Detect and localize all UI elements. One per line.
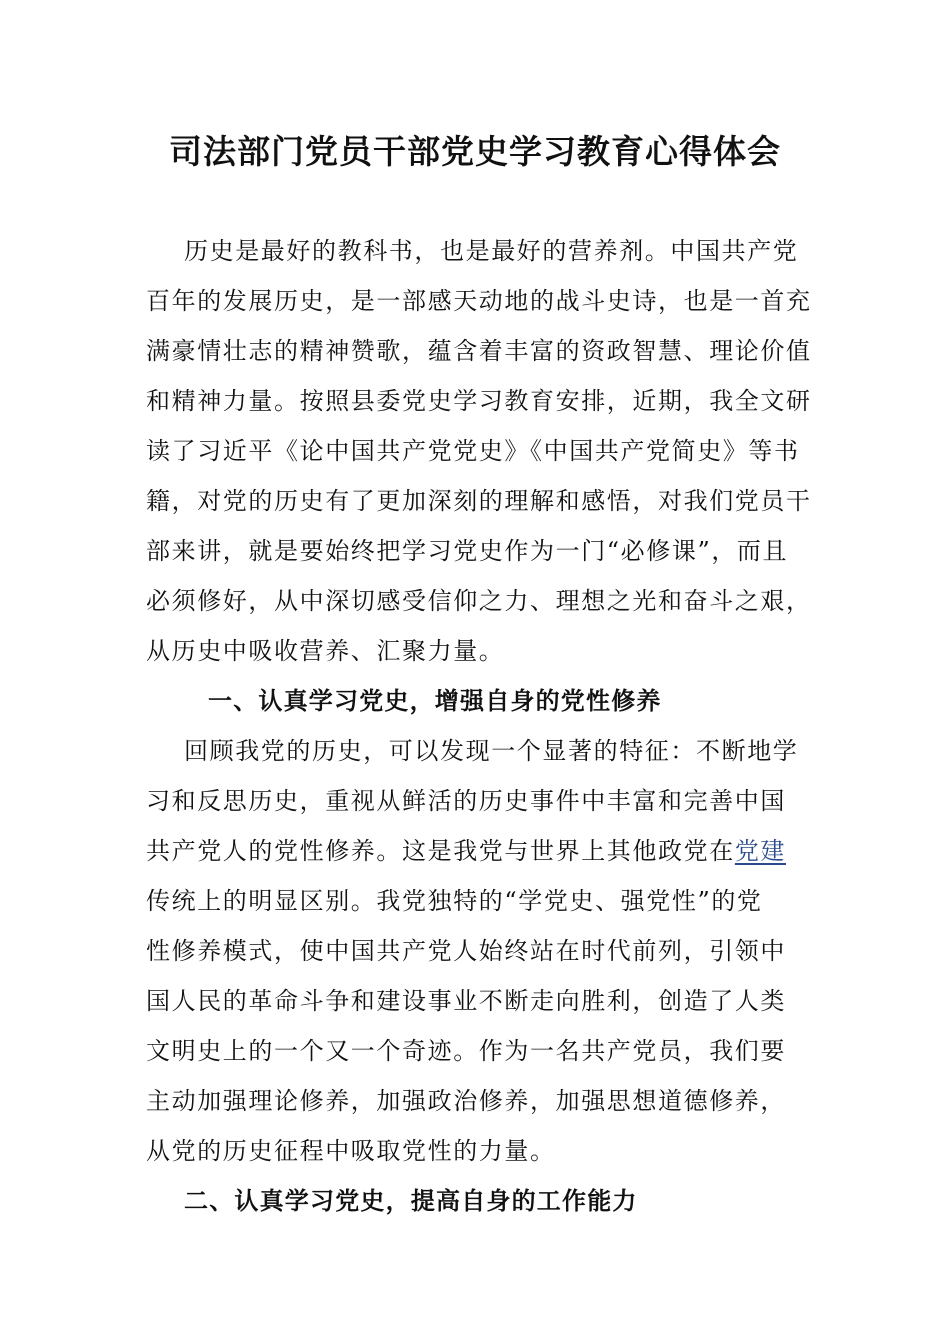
section1-line-1: 回顾我党的历史，可以发现一个显著的特征：不断地学 <box>184 737 799 765</box>
section1-line-5: 性修养模式，使中国共产党人始终站在时代前列，引领中 <box>146 937 786 965</box>
intro-line-5: 读了习近平《论中国共产党党史》《中国共产党简史》等书 <box>146 437 800 465</box>
intro-line-7: 部来讲，就是要始终把学习党史作为一门“必修课”，而且 <box>146 537 789 565</box>
section1-line-8: 主动加强理论修养，加强政治修养，加强思想道德修养， <box>146 1087 786 1115</box>
intro-line-8: 必须修好，从中深切感受信仰之力、理想之光和奋斗之艰， <box>146 587 812 615</box>
section2-heading: 二、认真学习党史，提高自身的工作能力 <box>184 1187 638 1215</box>
section1-line-2: 习和反思历史，重视从鲜活的历史事件中丰富和完善中国 <box>146 787 786 815</box>
intro-line-2: 百年的发展历史，是一部感天动地的战斗史诗，也是一首充 <box>146 287 812 315</box>
document-title: 司法部门党员干部党史学习教育心得体会 <box>169 132 781 171</box>
section1-heading: 一、认真学习党史，增强自身的党性修养 <box>208 687 662 715</box>
section1-line-3-text: 共产党人的党性修养。这是我党与世界上其他政党在 <box>146 837 735 865</box>
intro-line-1: 历史是最好的教科书，也是最好的营养剂。中国共产党 <box>184 237 799 265</box>
section1-line-7: 文明史上的一个又一个奇迹。作为一名共产党员，我们要 <box>146 1037 786 1065</box>
intro-line-6: 籍，对党的历史有了更加深刻的理解和感悟，对我们党员干 <box>146 487 812 515</box>
section1-line-4: 传统上的明显区别。我党独特的“学党史、强党性”的党 <box>146 887 763 915</box>
party-building-link[interactable]: 党建 <box>734 837 787 865</box>
intro-line-9: 从历史中吸收营养、汇聚力量。 <box>146 637 505 665</box>
intro-line-4: 和精神力量。按照县委党史学习教育安排，近期，我全文研 <box>146 387 812 415</box>
section1-line-3 <box>146 833 786 869</box>
intro-line-3: 满豪情壮志的精神赞歌，蕴含着丰富的资政智慧、理论价值 <box>146 337 812 365</box>
section1-line-6: 国人民的革命斗争和建设事业不断走向胜利，创造了人类 <box>146 987 786 1015</box>
section1-line-9: 从党的历史征程中吸取党性的力量。 <box>146 1137 556 1165</box>
